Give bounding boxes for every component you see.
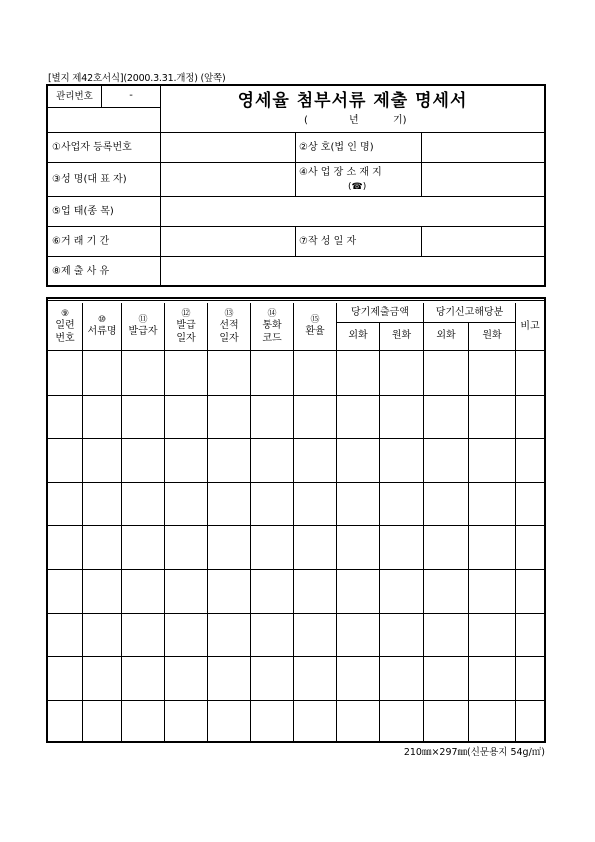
table-cell[interactable] [251, 701, 293, 743]
management-number-extra[interactable] [48, 108, 160, 132]
business-registration-number-label: ①사업자 등록번호 [52, 142, 132, 153]
business-type-label: ⑤업 태(종 목) [52, 206, 114, 217]
table-cell[interactable] [380, 396, 423, 438]
table-cell[interactable] [49, 439, 82, 481]
table-cell[interactable] [469, 352, 515, 394]
table-cell[interactable] [122, 701, 164, 743]
sub-header-won-1: 원화 [391, 330, 412, 342]
table-cell[interactable] [380, 614, 423, 656]
table-cell[interactable] [251, 526, 293, 568]
table-cell[interactable] [294, 352, 336, 394]
col-header-shipping-date [208, 304, 250, 350]
col-header-currency-code [251, 304, 293, 350]
table-cell[interactable] [424, 352, 468, 394]
shipping-date-header-line1: 선적 [219, 320, 239, 332]
currency-code-header-line2: 코드 [262, 332, 282, 344]
table-cell[interactable] [122, 570, 164, 612]
business-address-label: ④사 업 장 소 재 지 [299, 167, 382, 178]
table-cell[interactable] [49, 352, 82, 394]
table-cell[interactable] [122, 483, 164, 525]
table-cell[interactable] [83, 614, 121, 656]
serial-number-marker: ⑨ [60, 308, 70, 319]
table-cell[interactable] [165, 483, 207, 525]
table-cell[interactable] [208, 570, 250, 612]
table-cell[interactable] [165, 701, 207, 743]
exchange-rate-header: 환율 [305, 326, 325, 338]
table-cell[interactable] [165, 396, 207, 438]
table-cell[interactable] [83, 439, 121, 481]
issue-date-header-line1: 발급 [176, 320, 196, 332]
table-cell[interactable] [516, 396, 544, 438]
table-cell[interactable] [337, 701, 379, 743]
company-name-label: ②상 호(법 인 명) [299, 142, 374, 153]
preparation-date-label: ⑦작 성 일 자 [299, 236, 357, 247]
table-cell[interactable] [165, 352, 207, 394]
table-cell[interactable] [49, 526, 82, 568]
table-cell[interactable] [516, 570, 544, 612]
table-cell[interactable] [424, 614, 468, 656]
document-name-marker: ⑩ [97, 315, 107, 326]
currency-code-header-line1: 통화 [262, 320, 282, 332]
table-cell[interactable] [516, 614, 544, 656]
phone-label: (☎) [348, 182, 367, 192]
issue-date-header-line2: 일자 [176, 332, 196, 344]
table-cell[interactable] [49, 657, 82, 699]
table-cell[interactable] [424, 657, 468, 699]
form-id: [별지 제42호서식](2000.3.31.개정) (앞쪽) [48, 73, 226, 84]
submission-reason-field[interactable] [161, 257, 544, 285]
table-cell[interactable] [49, 483, 82, 525]
table-cell[interactable] [337, 657, 379, 699]
table-cell[interactable] [516, 483, 544, 525]
table-cell[interactable] [516, 352, 544, 394]
table-cell[interactable] [294, 439, 336, 481]
sub-header-won-2: 원화 [482, 330, 502, 342]
table-cell[interactable] [294, 701, 336, 743]
table-cell[interactable] [83, 396, 121, 438]
table-cell[interactable] [469, 483, 515, 525]
paper-spec: 210㎜×297㎜(신문용지 54g/㎡) [403, 747, 545, 758]
table-cell[interactable] [208, 614, 250, 656]
table-cell[interactable] [251, 439, 293, 481]
table-cell[interactable] [122, 614, 164, 656]
business-address-field[interactable] [422, 163, 544, 196]
document-title: 영세율 첨부서류 제출 명세서 [237, 91, 468, 112]
applicant-info-section [46, 84, 546, 287]
table-cell[interactable] [83, 526, 121, 568]
table-cell[interactable] [424, 701, 468, 743]
representative-name-label: ③성 명(대 표 자) [52, 174, 127, 185]
table-cell[interactable] [294, 614, 336, 656]
table-cell[interactable] [208, 352, 250, 394]
currency-code-marker: ⑭ [267, 308, 277, 319]
table-cell[interactable] [251, 483, 293, 525]
table-cell[interactable] [380, 483, 423, 525]
table-cell[interactable] [165, 570, 207, 612]
table-cell[interactable] [294, 657, 336, 699]
shipping-date-marker: ⑬ [224, 308, 234, 319]
management-number-label: 관리번호 [56, 90, 93, 102]
representative-name-field[interactable] [161, 163, 295, 196]
transaction-period-field[interactable] [161, 227, 295, 256]
period-year-label: 년 [349, 115, 359, 126]
col-header-remarks: 비고 [520, 320, 540, 332]
table-cell[interactable] [83, 657, 121, 699]
table-cell[interactable] [165, 657, 207, 699]
table-cell[interactable] [208, 439, 250, 481]
serial-header-line1: 일련 [55, 320, 75, 332]
table-cell[interactable] [516, 439, 544, 481]
table-cell[interactable] [469, 526, 515, 568]
sub-header-foreign-1: 외화 [348, 330, 368, 342]
preparation-date-field[interactable] [422, 227, 544, 256]
transaction-period-label: ⑥거 래 기 간 [52, 236, 110, 247]
table-cell[interactable] [165, 526, 207, 568]
table-cell[interactable] [424, 483, 468, 525]
table-cell[interactable] [83, 483, 121, 525]
table-cell[interactable] [469, 439, 515, 481]
col-header-issue-date [165, 304, 207, 350]
table-cell[interactable] [251, 614, 293, 656]
table-cell[interactable] [83, 701, 121, 743]
table-cell[interactable] [165, 614, 207, 656]
business-registration-number-field[interactable] [161, 133, 295, 162]
table-cell[interactable] [294, 526, 336, 568]
table-cell[interactable] [165, 439, 207, 481]
table-cell[interactable] [469, 396, 515, 438]
sub-header-foreign-2: 외화 [436, 330, 456, 342]
table-cell[interactable] [337, 352, 379, 394]
table-cell[interactable] [380, 701, 423, 743]
table-cell[interactable] [337, 439, 379, 481]
table-cell[interactable] [208, 526, 250, 568]
table-cell[interactable] [380, 570, 423, 612]
col-header-exchange-rate [294, 304, 336, 350]
table-cell[interactable] [49, 396, 82, 438]
table-cell[interactable] [424, 396, 468, 438]
document-list-table [46, 297, 546, 743]
table-cell[interactable] [380, 657, 423, 699]
table-cell[interactable] [49, 701, 82, 743]
table-cell[interactable] [516, 657, 544, 699]
company-name-field[interactable] [422, 133, 544, 162]
shipping-date-header-line2: 일자 [219, 332, 239, 344]
table-cell[interactable] [122, 352, 164, 394]
table-cell[interactable] [251, 570, 293, 612]
table-cell[interactable] [380, 439, 423, 481]
table-cell[interactable] [83, 570, 121, 612]
table-cell[interactable] [294, 570, 336, 612]
submission-reason-label: ⑧제 출 사 유 [52, 266, 110, 277]
document-name-header: 서류명 [87, 326, 117, 338]
table-cell[interactable] [251, 657, 293, 699]
table-cell[interactable] [424, 439, 468, 481]
table-cell[interactable] [122, 526, 164, 568]
issuer-marker: ⑪ [138, 315, 148, 326]
period-open-paren: ( [304, 115, 308, 126]
table-cell[interactable] [49, 614, 82, 656]
business-type-field[interactable] [161, 197, 544, 226]
table-cell[interactable] [337, 570, 379, 612]
table-cell[interactable] [469, 657, 515, 699]
period-term-label: 기) [393, 115, 407, 126]
table-cell[interactable] [380, 526, 423, 568]
col-group-reported-portion: 당기신고해당분 [435, 306, 504, 318]
table-cell[interactable] [337, 396, 379, 438]
table-cell[interactable] [516, 701, 544, 743]
table-cell[interactable] [208, 396, 250, 438]
table-cell[interactable] [122, 439, 164, 481]
table-cell[interactable] [122, 396, 164, 438]
table-cell[interactable] [337, 483, 379, 525]
table-cell[interactable] [294, 396, 336, 438]
table-cell[interactable] [337, 614, 379, 656]
col-group-submitted-amount: 당기제출금액 [351, 306, 409, 318]
table-cell[interactable] [337, 526, 379, 568]
col-header-document-name [83, 304, 121, 350]
table-cell[interactable] [49, 570, 82, 612]
table-cell[interactable] [251, 352, 293, 394]
table-cell[interactable] [83, 352, 121, 394]
table-cell[interactable] [208, 483, 250, 525]
issuer-header: 발급자 [128, 326, 158, 338]
col-header-serial [48, 304, 82, 350]
table-cell[interactable] [380, 352, 423, 394]
table-cell[interactable] [122, 657, 164, 699]
table-cell[interactable] [208, 701, 250, 743]
table-cell[interactable] [294, 483, 336, 525]
management-number-value[interactable]: - [129, 90, 133, 102]
table-cell[interactable] [469, 614, 515, 656]
col-header-issuer [122, 304, 164, 350]
exchange-rate-marker: ⑮ [310, 315, 320, 326]
table-cell[interactable] [424, 570, 468, 612]
table-cell[interactable] [208, 657, 250, 699]
serial-header-line2: 번호 [55, 332, 75, 344]
table-cell[interactable] [469, 570, 515, 612]
issue-date-marker: ⑫ [181, 308, 191, 319]
table-cell[interactable] [251, 396, 293, 438]
table-cell[interactable] [516, 526, 544, 568]
table-cell[interactable] [424, 526, 468, 568]
table-cell[interactable] [469, 701, 515, 743]
